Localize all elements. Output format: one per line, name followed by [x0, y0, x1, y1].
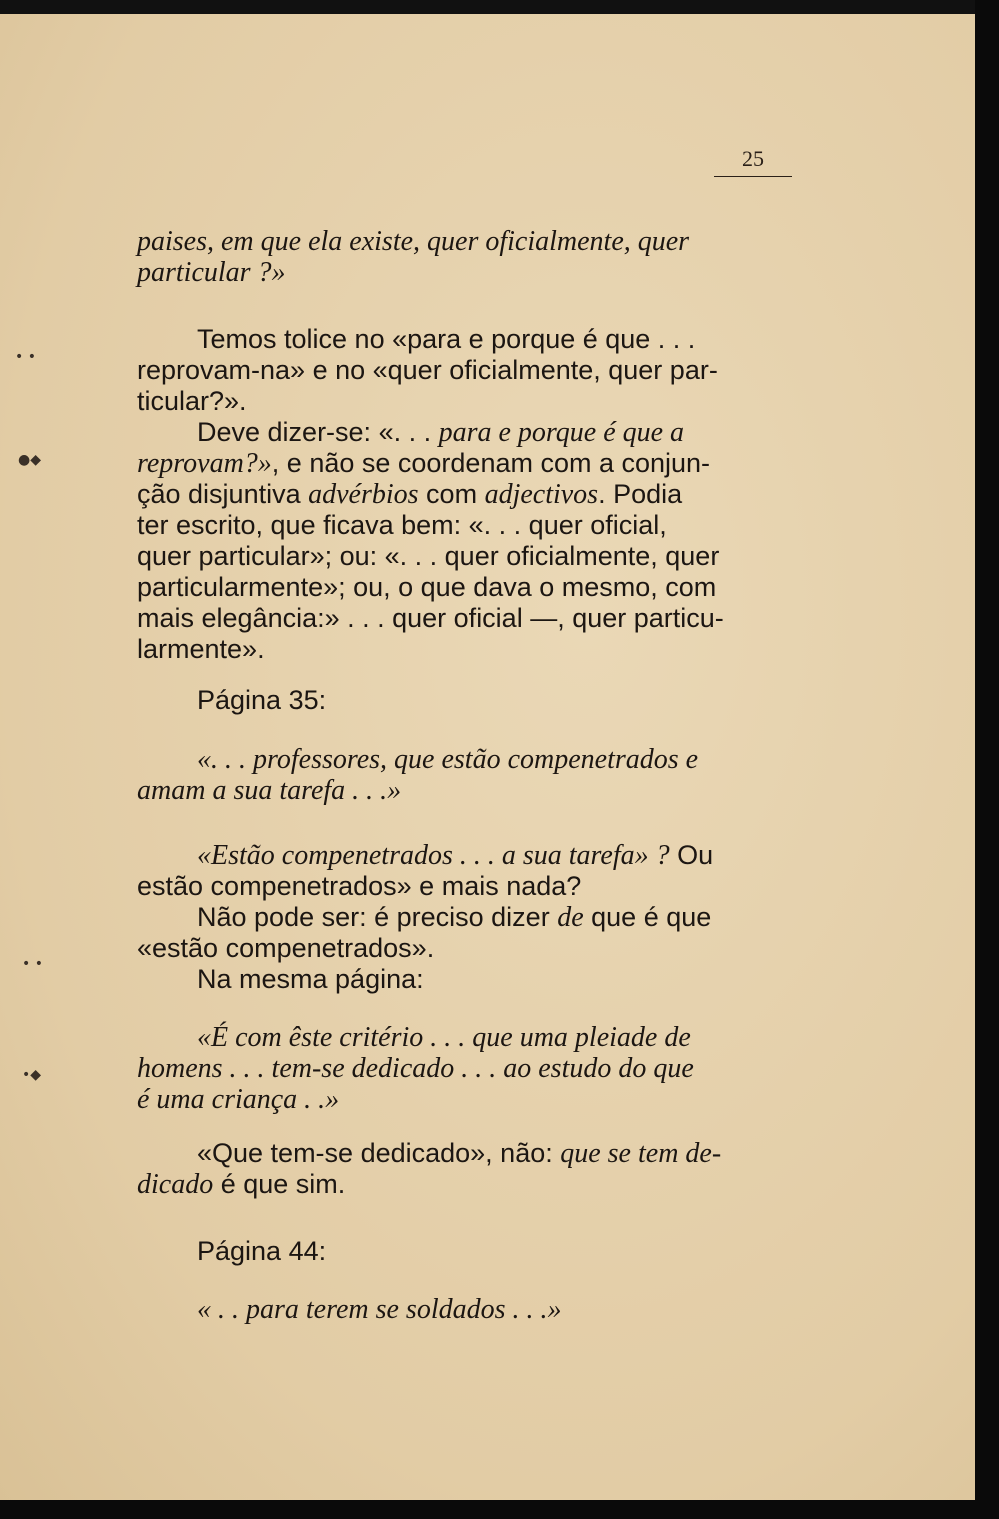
text-segment: Não pode ser: é preciso dizer [197, 902, 558, 932]
text-line: ter escrito, que ficava bem: «. . . quer oficial, [137, 510, 667, 540]
text-segment: Deve dizer-se: «. . . [197, 417, 439, 447]
paragraph-2 [137, 840, 797, 995]
margin-smudge: • • [15, 349, 36, 365]
text-line: reprovam-na» e no «quer oficialmente, quer par- [137, 355, 718, 385]
margin-smudge: • • [22, 956, 43, 972]
quote-page-35 [137, 744, 797, 806]
text-line: Temos tolice no «para e porque é que . . . [197, 324, 696, 354]
text-segment: «Que tem-se dedicado», não: [197, 1138, 561, 1168]
scan-border-right [975, 0, 999, 1519]
italic-segment: dicado [137, 1169, 214, 1200]
scan-border-bottom [0, 1500, 999, 1519]
italic-segment: adjectivos [484, 479, 599, 510]
text-line: «. . . professores, que estão compenetrados e [197, 744, 699, 775]
paragraph-1 [137, 324, 797, 665]
text-line: « . . para terem se soldados . . .» [197, 1294, 562, 1325]
italic-segment: reprovam?» [137, 448, 272, 479]
text-line [137, 1169, 797, 1200]
quote-page-44 [197, 1294, 697, 1325]
book-page [0, 14, 975, 1506]
text-line: mais elegância:» . . . quer oficial —, quer particu- [137, 603, 724, 633]
text-line: Na mesma página: [197, 964, 424, 994]
text-line: particular ?» [137, 257, 286, 288]
italic-segment: que se tem de- [560, 1138, 722, 1169]
text-line: amam a sua tarefa . . .» [137, 775, 402, 806]
text-line: «É com êste critério . . . que uma pleiade de [197, 1022, 691, 1053]
text-line: é uma criança . .» [137, 1084, 340, 1115]
text-line: larmente». [137, 634, 265, 664]
text-segment: ção disjuntiva [137, 479, 309, 509]
paragraph-3 [137, 1138, 797, 1200]
text-segment: , e não se coordenam com a conjun- [271, 448, 711, 478]
italic-segment: «Estão compenetrados . . . a sua tarefa» ? [197, 840, 670, 871]
text-line: ticular?». [137, 386, 247, 416]
text-segment: com [418, 479, 485, 509]
text-line: «estão compenetrados». [137, 933, 435, 963]
section-heading-page-44: Página 44: [197, 1236, 327, 1266]
text-line: particularmente»; ou, o que dava o mesmo, com [137, 572, 717, 602]
text-line [137, 417, 797, 448]
margin-smudge: •◆ [22, 1067, 42, 1083]
text-line: estão compenetrados» e mais nada? [137, 871, 582, 901]
text-segment: que é que [583, 902, 712, 932]
quote-same-page [137, 1022, 797, 1115]
section-heading-page-35: Página 35: [197, 685, 327, 715]
text-segment: Ou [669, 840, 714, 870]
text-line [137, 448, 797, 479]
text-segment: . Podia [598, 479, 683, 509]
text-line [137, 479, 797, 510]
page-number: 25 [714, 146, 792, 177]
italic-segment: advérbios [308, 479, 419, 510]
text-line: quer particular»; ou: «. . . quer oficialmente, quer [137, 541, 720, 571]
italic-segment: de [557, 902, 584, 933]
text-line [137, 840, 797, 871]
text-line: homens . . . tem-se dedicado . . . ao estudo do que [137, 1053, 694, 1084]
text-line [137, 902, 797, 933]
italic-segment: para e porque é que a [438, 417, 685, 448]
text-line [137, 1138, 797, 1169]
text-segment: é que sim. [213, 1169, 346, 1199]
margin-smudge: ●◆ [18, 452, 41, 468]
quote-continuation [137, 226, 797, 288]
text-line: paises, em que ela existe, quer oficialmente, quer [137, 226, 690, 257]
